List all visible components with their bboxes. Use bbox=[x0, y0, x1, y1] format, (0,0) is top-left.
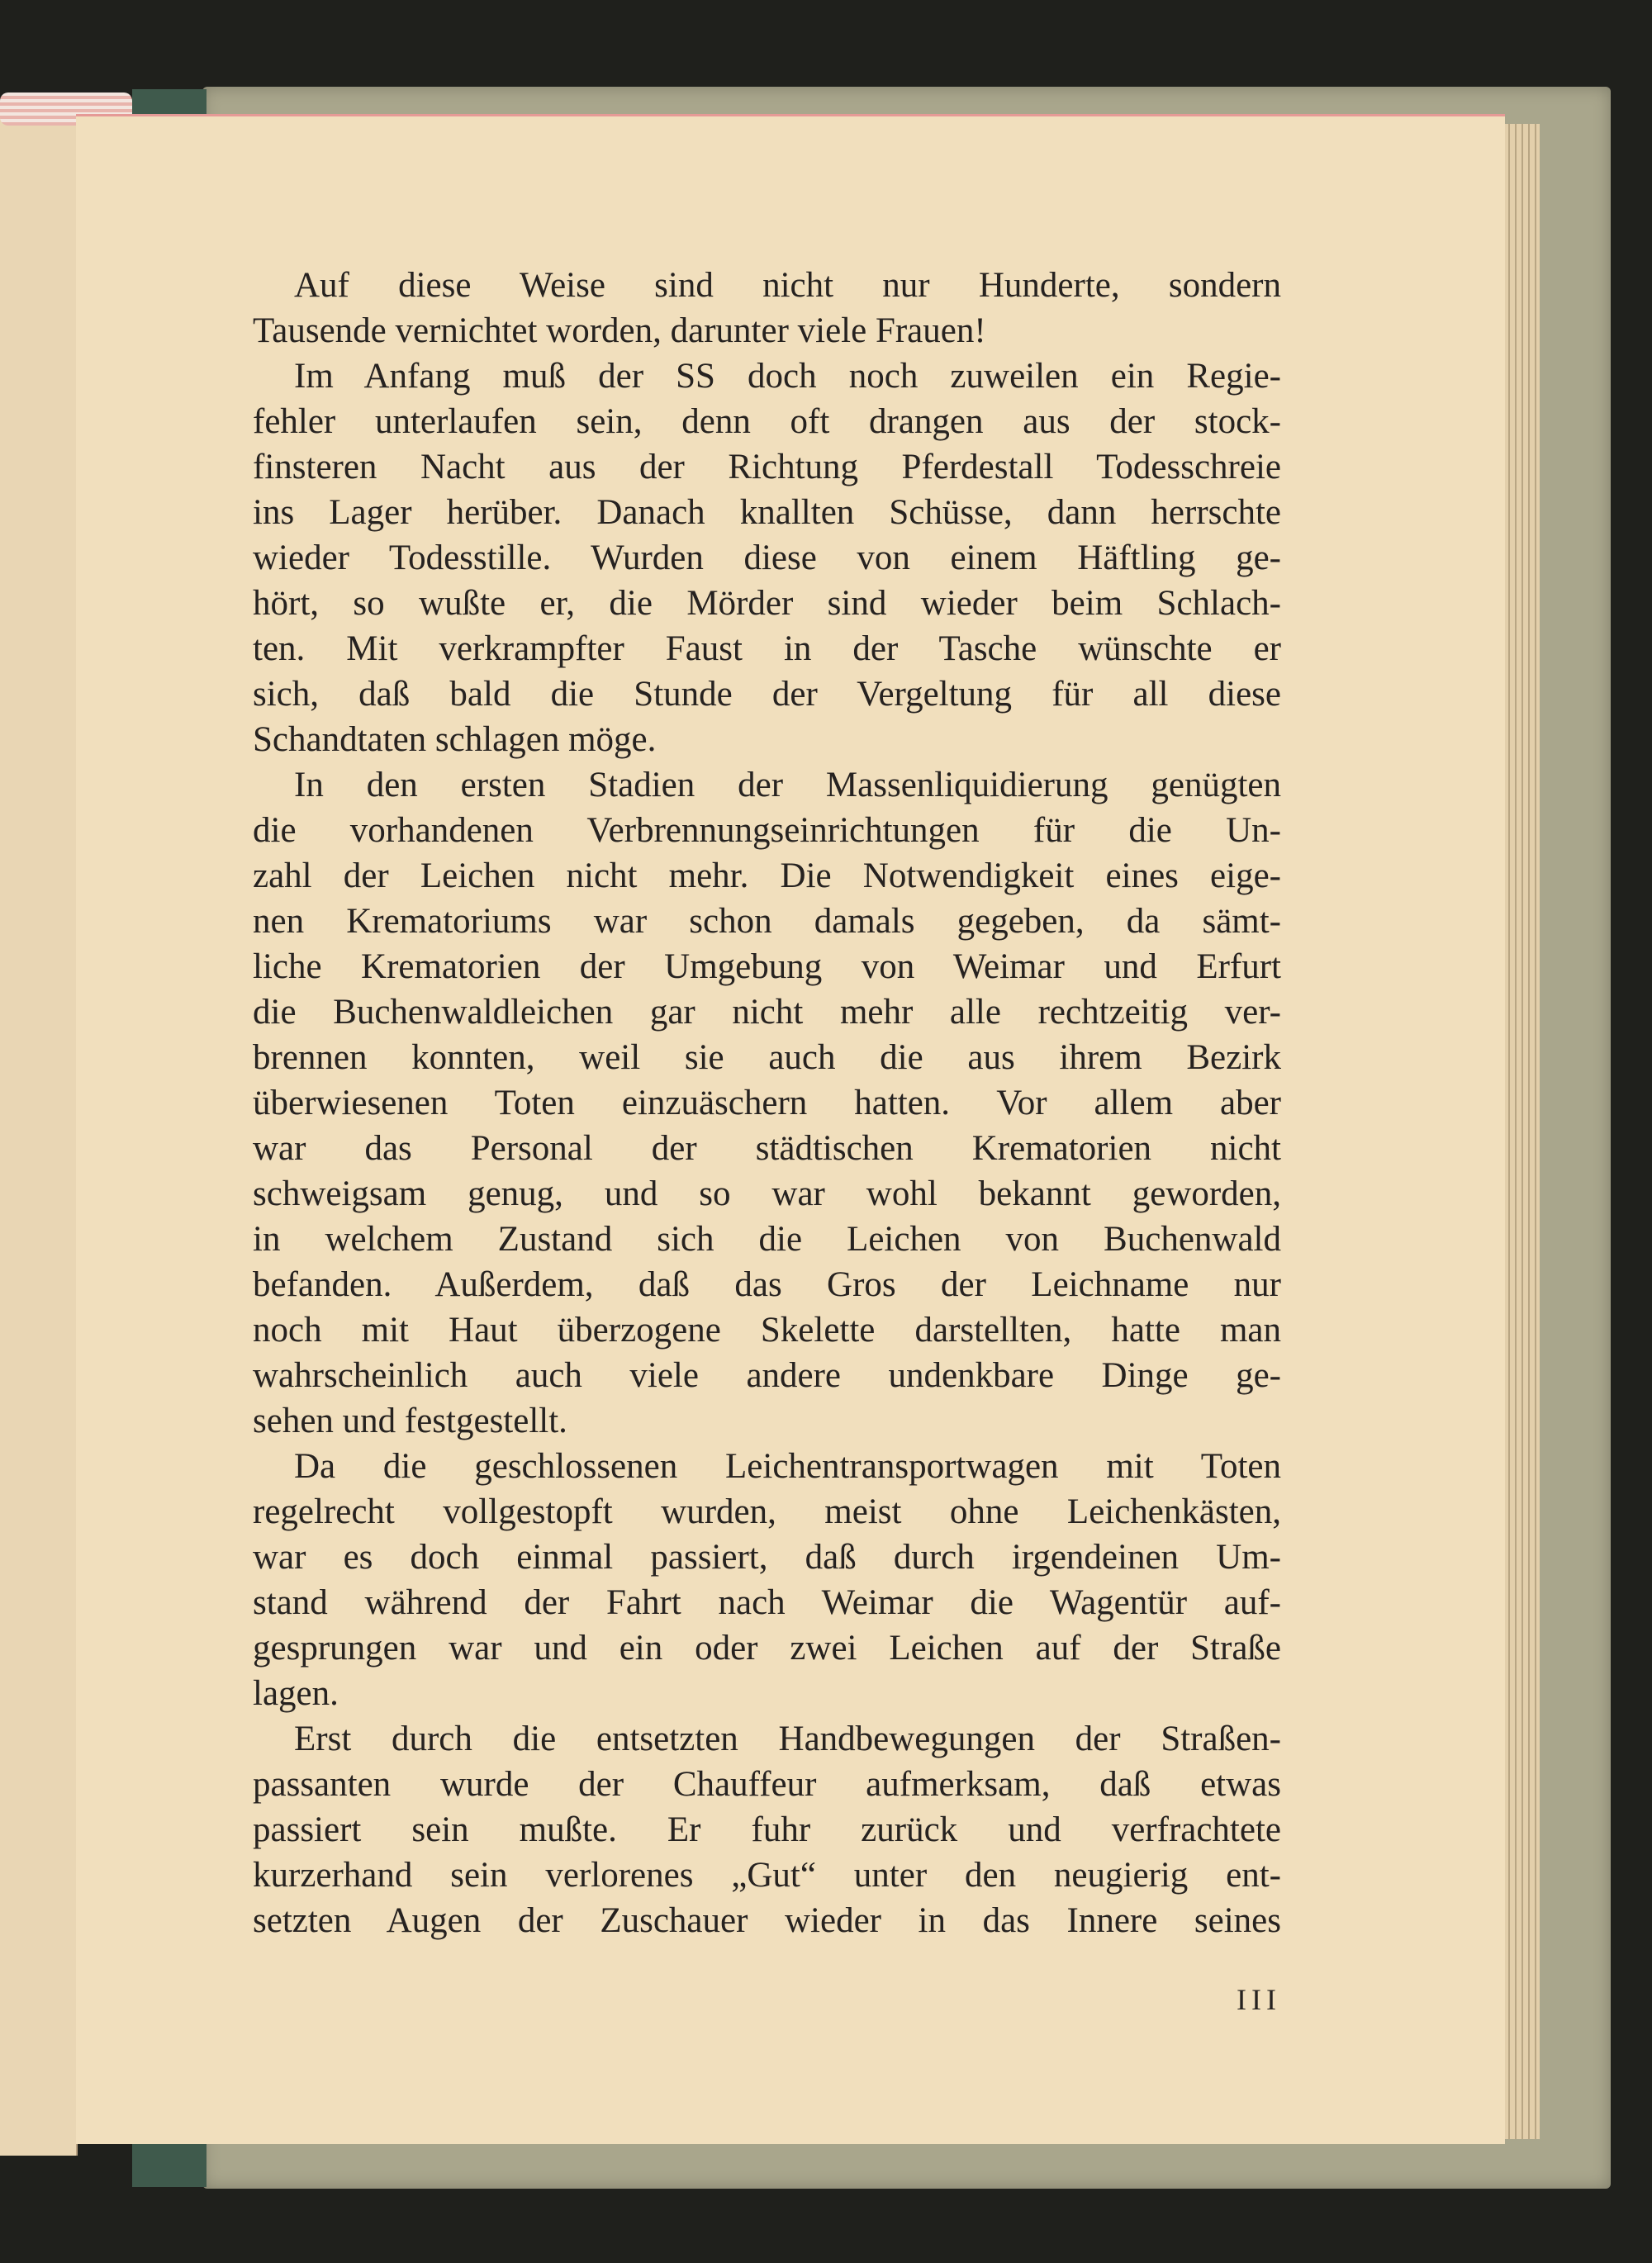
text-line: überwiesenen Toten einzuäschern hatten. Vor allem aber bbox=[253, 1084, 1281, 1122]
text-line: finsteren Nacht aus der Richtung Pferdestall Todesschreie bbox=[253, 448, 1281, 486]
text-line: Schandtaten schlagen möge. bbox=[253, 720, 657, 759]
text-line: Auf diese Weise sind nicht nur Hunderte, sondern bbox=[294, 266, 1281, 305]
text-line: passanten wurde der Chauffeur aufmerksam, daß etwas bbox=[253, 1765, 1281, 1804]
text-line: sehen und festgestellt. bbox=[253, 1402, 567, 1440]
text-line: passiert sein mußte. Er fuhr zurück und verfrachtete bbox=[253, 1810, 1281, 1849]
text-line: Im Anfang muß der SS doch noch zuweilen ein Regie- bbox=[294, 357, 1281, 396]
page-edges bbox=[1503, 124, 1540, 2139]
paragraph bbox=[253, 762, 1281, 1444]
text-line: ten. Mit verkrampfter Faust in der Tasche wünschte er bbox=[253, 629, 1281, 668]
text-line: wahrscheinlich auch viele andere undenkbare Dinge ge- bbox=[253, 1356, 1281, 1395]
text-line: in welchem Zustand sich die Leichen von Buchenwald bbox=[253, 1220, 1281, 1259]
text-line: wieder Todesstille. Wurden diese von einem Häftling ge- bbox=[253, 538, 1281, 577]
text-line: schweigsam genug, und so war wohl bekannt geworden, bbox=[253, 1174, 1281, 1213]
text-line: die Buchenwaldleichen gar nicht mehr alle rechtzeitig ver- bbox=[253, 993, 1281, 1032]
text-line: ins Lager herüber. Danach knallten Schüsse, dann herrschte bbox=[253, 493, 1281, 532]
text-line: fehler unterlaufen sein, denn oft drangen aus der stock- bbox=[253, 402, 1281, 441]
page-number: III bbox=[1237, 1983, 1281, 2016]
text-line: gesprungen war und ein oder zwei Leichen auf der Straße bbox=[253, 1629, 1281, 1668]
text-line: befanden. Außerdem, daß das Gros der Leichname nur bbox=[253, 1265, 1281, 1304]
left-page-edge bbox=[0, 107, 78, 2156]
paragraph bbox=[253, 1444, 1281, 1716]
text-line: zahl der Leichen nicht mehr. Die Notwendigkeit eines eige- bbox=[253, 856, 1281, 895]
text-line: kurzerhand sein verlorenes „Gut“ unter den neugierig ent- bbox=[253, 1856, 1281, 1895]
paragraph bbox=[253, 1716, 1281, 1943]
text-line: Da die geschlossenen Leichentransportwagen mit Toten bbox=[294, 1447, 1281, 1486]
text-line: In den ersten Stadien der Massenliquidierung genügten bbox=[294, 766, 1281, 804]
text-line: nen Krematoriums war schon damals gegeben, da sämt- bbox=[253, 902, 1281, 941]
paragraph bbox=[253, 263, 1281, 353]
text-line: hört, so wußte er, die Mörder sind wieder beim Schlach- bbox=[253, 584, 1281, 623]
text-line: setzten Augen der Zuschauer wieder in das Innere seines bbox=[253, 1901, 1281, 1940]
text-line: regelrecht vollgestopft wurden, meist ohne Leichenkästen, bbox=[253, 1492, 1281, 1531]
text-line: war das Personal der städtischen Krematorien nicht bbox=[253, 1129, 1281, 1168]
text-line: lagen. bbox=[253, 1674, 339, 1713]
text-line: noch mit Haut überzogene Skelette darstellten, hatte man bbox=[253, 1311, 1281, 1350]
text-line: Erst durch die entsetzten Handbewegungen der Straßen- bbox=[294, 1720, 1281, 1758]
paragraph bbox=[253, 353, 1281, 762]
text-line: Tausende vernichtet worden, darunter viele Frauen! bbox=[253, 311, 986, 350]
body-text bbox=[253, 263, 1281, 1943]
text-line: war es doch einmal passiert, daß durch irgendeinen Um- bbox=[253, 1538, 1281, 1577]
text-line: die vorhandenen Verbrennungseinrichtungen für die Un- bbox=[253, 811, 1281, 850]
text-line: liche Krematorien der Umgebung von Weimar und Erfurt bbox=[253, 947, 1281, 986]
text-line: sich, daß bald die Stunde der Vergeltung für all diese bbox=[253, 675, 1281, 714]
text-line: brennen konnten, weil sie auch die aus ihrem Bezirk bbox=[253, 1038, 1281, 1077]
text-line: stand während der Fahrt nach Weimar die Wagentür auf- bbox=[253, 1583, 1281, 1622]
